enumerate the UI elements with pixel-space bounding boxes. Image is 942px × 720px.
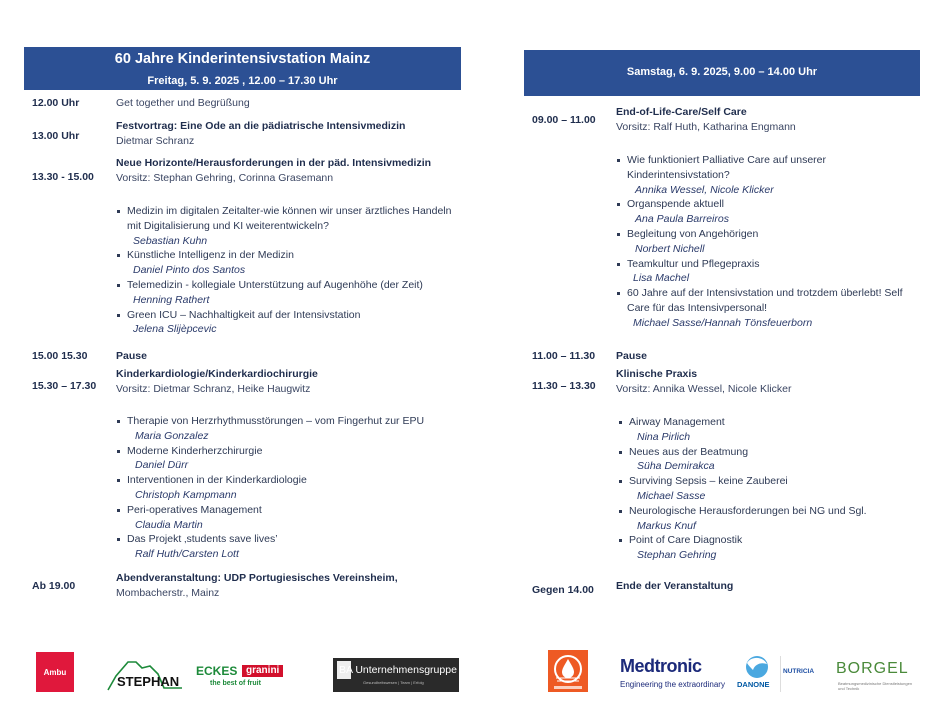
drop-emblem-icon [548,650,588,692]
talk-speaker: Henning Rathert [133,293,210,306]
talk-item [618,504,924,534]
talk-title: Peri-operatives Management [127,503,262,516]
talk-speaker: Daniel Pinto dos Santos [133,264,246,277]
time-label: 13.30 - 15.00 [32,171,94,183]
talk-item [116,473,464,503]
eckes-granini-logo [196,664,282,690]
talk-item [116,278,464,308]
talk-title: Medizin im digitalen Zeitalter-wie können wir unser ärztliches Handeln mit Digitalisierung und KI weiterentwickeln? [127,205,452,232]
saturday-banner [524,50,920,96]
session-title: Festvortrag: Eine Ode an die pädiatrische Intensivmedizin [116,120,406,132]
session-chairs: Vorsitz: Dietmar Schranz, Heike Haugwitz [116,383,311,395]
friday-banner [24,47,461,90]
talk-list [116,414,464,562]
session-chairs: Vorsitz: Annika Wessel, Nicole Klicker [616,383,792,395]
talk-title: Interventionen in der Kinderkardiologie [127,474,307,487]
friday-date: Freitag, 5. 9. 2025 , 12.00 – 17.30 Uhr [147,75,338,87]
ambu-logo-text: Ambu [43,667,67,677]
talk-speaker: Ralf Huth/Carsten Lott [135,548,239,561]
talk-speaker: Daniel Dürr [135,459,189,472]
logo-divider [780,656,781,692]
talk-speaker: Norbert Nichell [635,242,705,255]
talk-title: 60 Jahre auf der Intensivstation und trotzdem überlebt! Self Care für das Intensivpersonal! [627,287,903,314]
talk-title: Green ICU – Nachhaltigkeit auf der Intensivstation [127,308,361,321]
talk-title: Point of Care Diagnostik [629,534,743,547]
talk-title: Wie funktioniert Palliative Care auf unserer Kinderintensivstation? [627,154,827,181]
session-title: Ende der Veranstaltung [616,580,734,592]
borgel-logo [836,660,916,696]
session-text: Get together und Begrüßung [116,97,250,109]
session-location: Mombacherstr., Mainz [116,587,220,599]
medtronic-text: Medtronic [620,656,702,676]
talk-speaker: Sebastian Kuhn [133,234,208,247]
borgel-tagline: Beatmungsmedizinische Dienstleistungen und Technik [838,681,913,691]
time-label: 11.00 – 11.30 [532,350,596,362]
session-title: End-of-Life-Care/Self Care [616,106,747,118]
talk-item [116,503,464,533]
borgel-text: BORGEL [836,660,909,677]
talk-speaker: Markus Knuf [637,519,696,532]
stephan-mountain-icon [106,656,184,692]
talk-item [116,204,464,248]
session-title: Pause [616,350,647,362]
time-label: 15.00 15.30 [32,350,88,362]
talk-item [116,414,464,444]
talk-title: Telemedizin - kollegiale Unterstützung auf Augenhöhe (der Zeit) [127,278,423,291]
talk-item [116,308,464,338]
session-title: Neue Horizonte/Herausforderungen in der päd. Intensivmedizin [116,157,432,169]
session-title: Klinische Praxis [616,368,698,380]
session-title: Abendveranstaltung: UDP Portugiesisches Vereinsheim, [116,572,398,584]
session-chairs: Vorsitz: Stephan Gehring, Corinna Grasemann [116,172,334,184]
talk-title: Künstliche Intelligenz in der Medizin [127,249,294,262]
time-label: 09.00 – 11.00 [532,114,596,126]
talk-item [616,153,924,197]
eckes-tagline: the best of fruit [210,680,261,687]
talk-speaker: Claudia Martin [135,518,203,531]
session-title: Kinderkardiologie/Kinderkardiochirurgie [116,368,318,380]
talk-speaker: Jelena Slijèpcevic [133,323,217,336]
orange-emblem-logo [548,650,588,692]
talk-item [616,257,924,287]
svg-text:STEPHAN: STEPHAN [117,674,180,689]
session-speaker: Dietmar Schranz [116,135,195,147]
talk-item [618,533,924,563]
talk-speaker: Maria Gonzalez [135,429,209,442]
time-label: 12.00 Uhr [32,97,80,109]
talk-title: Surviving Sepsis – keine Zauberei [629,475,788,488]
talk-title: Organspende aktuell [627,198,724,211]
talk-item [618,445,924,475]
ba-unternehmensgruppe-logo [333,658,459,692]
talk-list [618,415,924,563]
talk-speaker: Michael Sasse/Hannah Tönsfeuerborn [633,316,813,329]
talk-speaker: Ana Paula Barreiros [635,213,729,226]
ba-tagline: Gesundheitswesen | Team | Erfolg [363,680,424,685]
talk-speaker: Nina Pirlich [637,430,691,443]
danone-logo [737,654,777,694]
talk-item [616,197,924,227]
talk-speaker: Annika Wessel, Nicole Klicker [635,183,774,196]
talk-title: Teamkultur und Pflegepraxis [627,257,760,270]
time-label: 11.30 – 13.30 [532,380,596,392]
time-label: 15.30 – 17.30 [32,380,97,392]
stephan-logo [106,656,184,692]
talk-title: Airway Management [629,416,725,428]
nutricia-logo [783,668,814,675]
talk-speaker: Süha Demirakca [637,460,715,473]
talk-title: Neues aus der Beatmung [629,445,749,458]
talk-item [116,532,464,562]
talk-title: Therapie von Herzrhythmusstörungen – vom Fingerhut zur EPU [127,415,425,427]
session-title: Pause [116,350,147,362]
talk-title: Begleitung von Angehörigen [627,227,759,240]
talk-speaker: Stephan Gehring [637,549,717,562]
session-chairs: Vorsitz: Ralf Huth, Katharina Engmann [616,121,796,133]
time-label: Ab 19.00 [32,580,76,592]
talk-item [618,415,924,445]
ba-text: BA Unternehmensgruppe [339,664,457,676]
talk-speaker: Michael Sasse [637,489,706,502]
talk-title: Neurologische Herausforderungen bei NG und Sgl. [629,504,867,517]
talk-item [116,444,464,474]
talk-item [116,248,464,278]
talk-speaker: Christoph Kampmann [135,488,237,501]
event-title: 60 Jahre Kinderintensivstation Mainz [114,51,371,67]
danone-swirl-icon [737,654,777,680]
ambu-logo [36,652,74,692]
talk-item [618,474,924,504]
talk-item [616,227,924,257]
talk-item [616,286,924,330]
time-label: Gegen 14.00 [532,584,594,596]
time-label: 13.00 Uhr [32,130,80,142]
talk-title: Das Projekt ‚students save lives’ [127,533,278,546]
nutricia-text: NUTRICIA [783,668,815,675]
saturday-date: Samstag, 6. 9. 2025, 9.00 – 14.00 Uhr [626,66,818,78]
granini-text: granini [242,665,283,677]
talk-speaker: Lisa Machel [633,272,690,285]
danone-text: DANONE [737,680,770,689]
talk-list [116,204,464,337]
medtronic-tagline: Engineering the extraordinary [620,680,725,689]
talk-list [616,153,924,331]
talk-title: Moderne Kinderherzchirurgie [127,444,263,457]
eckes-text: ECKES [196,664,238,678]
medtronic-logo [620,656,730,692]
